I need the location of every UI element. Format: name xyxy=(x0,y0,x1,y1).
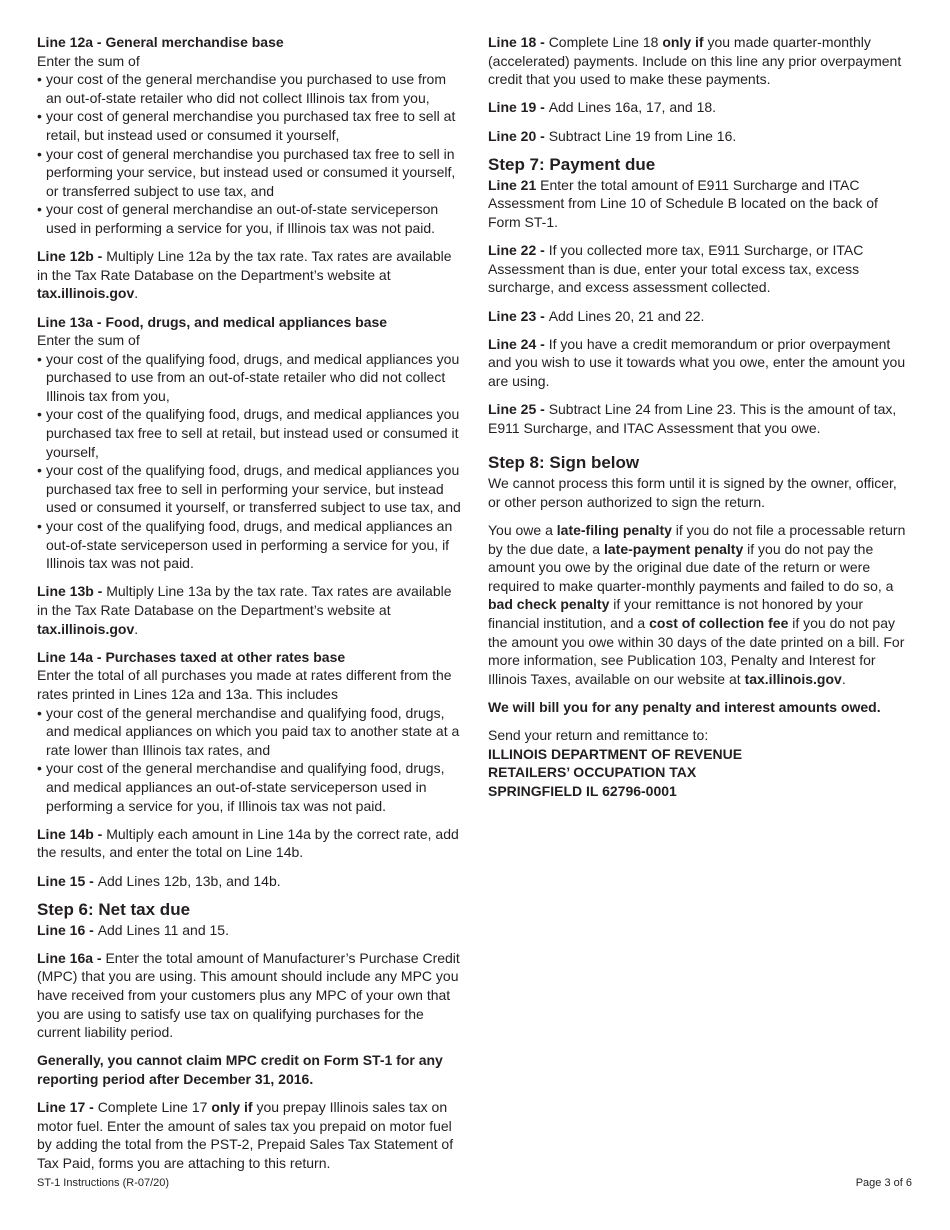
paragraph xyxy=(488,474,908,511)
paragraph xyxy=(488,400,908,437)
bold-text: Line 13b - xyxy=(37,583,107,600)
paragraph xyxy=(488,521,908,688)
text-run: Subtract Line 19 from Line 16. xyxy=(548,127,737,144)
text-run: you made quarter-monthly (accelerated) payments. Include on this line any prior overpayment credit that you used to make these payments. xyxy=(488,34,902,88)
paragraph xyxy=(488,335,908,391)
line-intro: Enter the total of all purchases you made at rates different from the rates printed in Lines 12a and 13a. This includes xyxy=(37,667,452,702)
bold-text: Generally, you cannot claim MPC credit on Form ST-1 for any reporting period after December 31, 2016. xyxy=(37,1052,443,1088)
text-run: You owe a xyxy=(488,522,557,539)
line-intro: Enter the sum of xyxy=(37,332,140,349)
paragraph xyxy=(488,33,908,89)
paragraph xyxy=(37,921,462,940)
text-run: Add Lines 12b, 13b, and 14b. xyxy=(97,872,281,889)
list-item: • your cost of general merchandise you purchased tax free to sell at retail, but instead used or consumed it yourself, xyxy=(37,107,462,144)
paragraph xyxy=(488,241,908,297)
bold-text: RETAILERS’ OCCUPATION TAX xyxy=(488,764,697,781)
text-run: We cannot process this form until it is signed by the owner, officer, or other person authorized to sign the return. xyxy=(488,475,897,510)
text-run: . xyxy=(134,285,139,302)
paragraph xyxy=(37,872,462,891)
text-run: Enter the total amount of E911 Surcharge and ITAC Assessment from Line 10 of Schedule B located on the back of Form ST-1. xyxy=(488,176,878,230)
paragraph xyxy=(37,1098,462,1172)
bold-text: Line 16a - xyxy=(37,949,106,966)
text-run: Send your return and remittance to: xyxy=(488,727,709,744)
text-run: Multiply Line 13a by the tax rate. Tax rates are available in the Tax Rate Database on the Department’s website at xyxy=(37,583,452,618)
list-item: • your cost of the general merchandise you purchased to use from an out-of-state retailer who did not collect Illinois tax from you, xyxy=(37,70,462,107)
list-item: • your cost of the qualifying food, drugs, and medical appliances you purchased to use from an out-of-state retailer who did not collect Illinois tax from you, xyxy=(37,350,462,406)
bullet-list xyxy=(37,350,462,573)
text-run: if you do not pay the amount you owe by the original due date of the return or were required to make quarter-monthly payments and failed to do so, a xyxy=(488,540,894,594)
paragraph xyxy=(488,98,908,117)
text-run: Complete Line 17 xyxy=(97,1099,212,1116)
paragraph xyxy=(37,582,462,638)
bold-text: cost of collection fee xyxy=(649,615,789,631)
bullet-list xyxy=(37,704,462,816)
bold-text: late-filing penalty xyxy=(556,522,672,539)
paragraph xyxy=(488,176,908,232)
bold-text: Line 25 - xyxy=(488,401,549,418)
list-item: • your cost of the general merchandise and qualifying food, drugs, and medical appliances on which you paid tax to another state at a rate lower than Illinois tax rates, and xyxy=(37,704,462,760)
bold-text: tax.illinois.gov xyxy=(37,285,135,302)
line-heading xyxy=(37,648,462,667)
step-heading: Step 8: Sign below xyxy=(488,453,640,473)
bold-text: Line 19 - xyxy=(488,99,549,116)
bold-text: only if xyxy=(662,34,704,50)
bold-text: Line 14b - xyxy=(37,825,107,842)
list-item: • your cost of the qualifying food, drugs, and medical appliances an out-of-state serviceperson used in performing a service for you, if Illinois tax was not paid. xyxy=(37,517,462,573)
text-run: If you collected more tax, E911 Surcharge, or ITAC Assessment than is due, enter your total excess tax, excess surcharge, and excess assessment collected. xyxy=(488,242,864,296)
text-run: . xyxy=(841,670,846,687)
text-run: If you have a credit memorandum or prior overpayment and you wish to use it towards what you owe, enter the amount you are using. xyxy=(488,335,906,389)
bold-text: tax.illinois.gov xyxy=(744,670,842,687)
bold-text: Line 12b - xyxy=(37,248,107,265)
paragraph xyxy=(37,949,462,1042)
paragraph xyxy=(37,1051,462,1088)
text-run: Subtract Line 24 from Line 23. This is the amount of tax, E911 Surcharge, and ITAC Assessment that you owe. xyxy=(488,401,897,436)
page-number: Page 3 of 6 xyxy=(855,1177,912,1189)
mailing-address xyxy=(488,726,908,800)
bold-text: Line 24 - xyxy=(488,335,549,352)
text-run: Enter the total amount of Manufacturer’s Purchase Credit (MPC) that you are using. This amount should include any MPC you have received from your customers plus any MPC of your own that you are using to satisfy use tax on qualifying purchases for the current liability period. xyxy=(37,949,460,1041)
text-run: Multiply Line 12a by the tax rate. Tax rates are available in the Tax Rate Database on the Department’s website at xyxy=(37,248,452,283)
paragraph xyxy=(37,825,462,862)
bold-text: only if xyxy=(211,1099,253,1116)
paragraph xyxy=(37,247,462,303)
bold-text: We will bill you for any penalty and interest amounts owed. xyxy=(488,698,881,715)
bold-text: Line 21 xyxy=(488,176,537,193)
bold-text: Line 17 - xyxy=(37,1099,98,1116)
text-run: Add Lines 16a, 17, and 18. xyxy=(548,99,717,116)
bold-text: Line 16 - xyxy=(37,921,98,938)
bold-text: bad check penalty xyxy=(488,596,610,613)
text-run: Add Lines 11 and 15. xyxy=(97,921,229,938)
text-run: you prepay Illinois sales tax on motor fuel. Enter the amount of sales tax you prepaid on motor fuel by adding the total from the PST-2, Prepaid Sales Tax Statement of Tax Paid, forms you are attaching to this return. xyxy=(37,1099,454,1171)
text-run: . xyxy=(134,620,139,637)
list-item: • your cost of the general merchandise and qualifying food, drugs, and medical appliances an out-of-state serviceperson used in performing a service for you, if Illinois tax was not paid. xyxy=(37,759,462,815)
text-run: Add Lines 20, 21 and 22. xyxy=(548,307,705,324)
line-heading xyxy=(37,33,462,52)
list-item: • your cost of the qualifying food, drugs, and medical appliances you purchased tax free to sell in performing your service, but instead used or consumed it yourself, or transferred subject to use tax, and xyxy=(37,461,462,517)
list-item: • your cost of general merchandise you purchased tax free to sell in performing your service, but instead used or consumed it yourself, or transferred subject to use tax, and xyxy=(37,145,462,201)
paragraph xyxy=(488,127,908,146)
text-run: if you do not pay the amount you owe within 30 days of the date printed on a bill. For more information, see Publication 103, Penalty and Interest for Illinois Taxes, available on our website at xyxy=(488,615,905,687)
step-heading: Step 7: Payment due xyxy=(488,154,656,174)
step-heading: Step 6: Net tax due xyxy=(37,899,191,919)
bold-text: Line 22 - xyxy=(488,242,549,259)
list-item: • your cost of general merchandise an out-of-state serviceperson used in performing a service for you, if Illinois tax was not paid. xyxy=(37,200,462,237)
text-run: Complete Line 18 xyxy=(548,34,663,50)
line-intro: Enter the sum of xyxy=(37,52,140,69)
right-column xyxy=(488,33,908,810)
line-heading xyxy=(37,313,462,332)
bold-text: Line 18 - xyxy=(488,34,549,50)
bold-text: late-payment penalty xyxy=(603,540,744,557)
form-revision-footer: ST-1 Instructions (R-07/20) xyxy=(37,1177,170,1189)
left-column xyxy=(37,33,462,1182)
paragraph xyxy=(488,307,908,326)
list-item: • your cost of the qualifying food, drugs, and medical appliances you purchased tax free to sell at retail, but instead used or consumed it yourself, xyxy=(37,405,462,461)
text-run: Multiply each amount in Line 14a by the correct rate, add the results, and enter the total on Line 14b. xyxy=(37,825,459,861)
text-run: if you do not file a processable return by the due date, a xyxy=(488,522,906,557)
bold-text: SPRINGFIELD IL 62796-0001 xyxy=(488,782,677,799)
bold-text: tax.illinois.gov xyxy=(37,620,135,637)
text-run: if your remittance is not honored by your financial institution, and a xyxy=(488,596,864,631)
paragraph xyxy=(488,698,908,717)
bullet-list xyxy=(37,70,462,237)
bold-text: ILLINOIS DEPARTMENT OF REVENUE xyxy=(488,745,743,762)
bold-text: Line 20 - xyxy=(488,127,549,144)
line-title: Line 13a - Food, drugs, and medical appliances base xyxy=(37,313,388,330)
bold-text: Line 15 - xyxy=(37,872,98,889)
line-title: Line 12a - General merchandise base xyxy=(37,34,284,50)
bold-text: Line 23 - xyxy=(488,307,549,324)
line-title: Line 14a - Purchases taxed at other rates base xyxy=(37,648,346,665)
